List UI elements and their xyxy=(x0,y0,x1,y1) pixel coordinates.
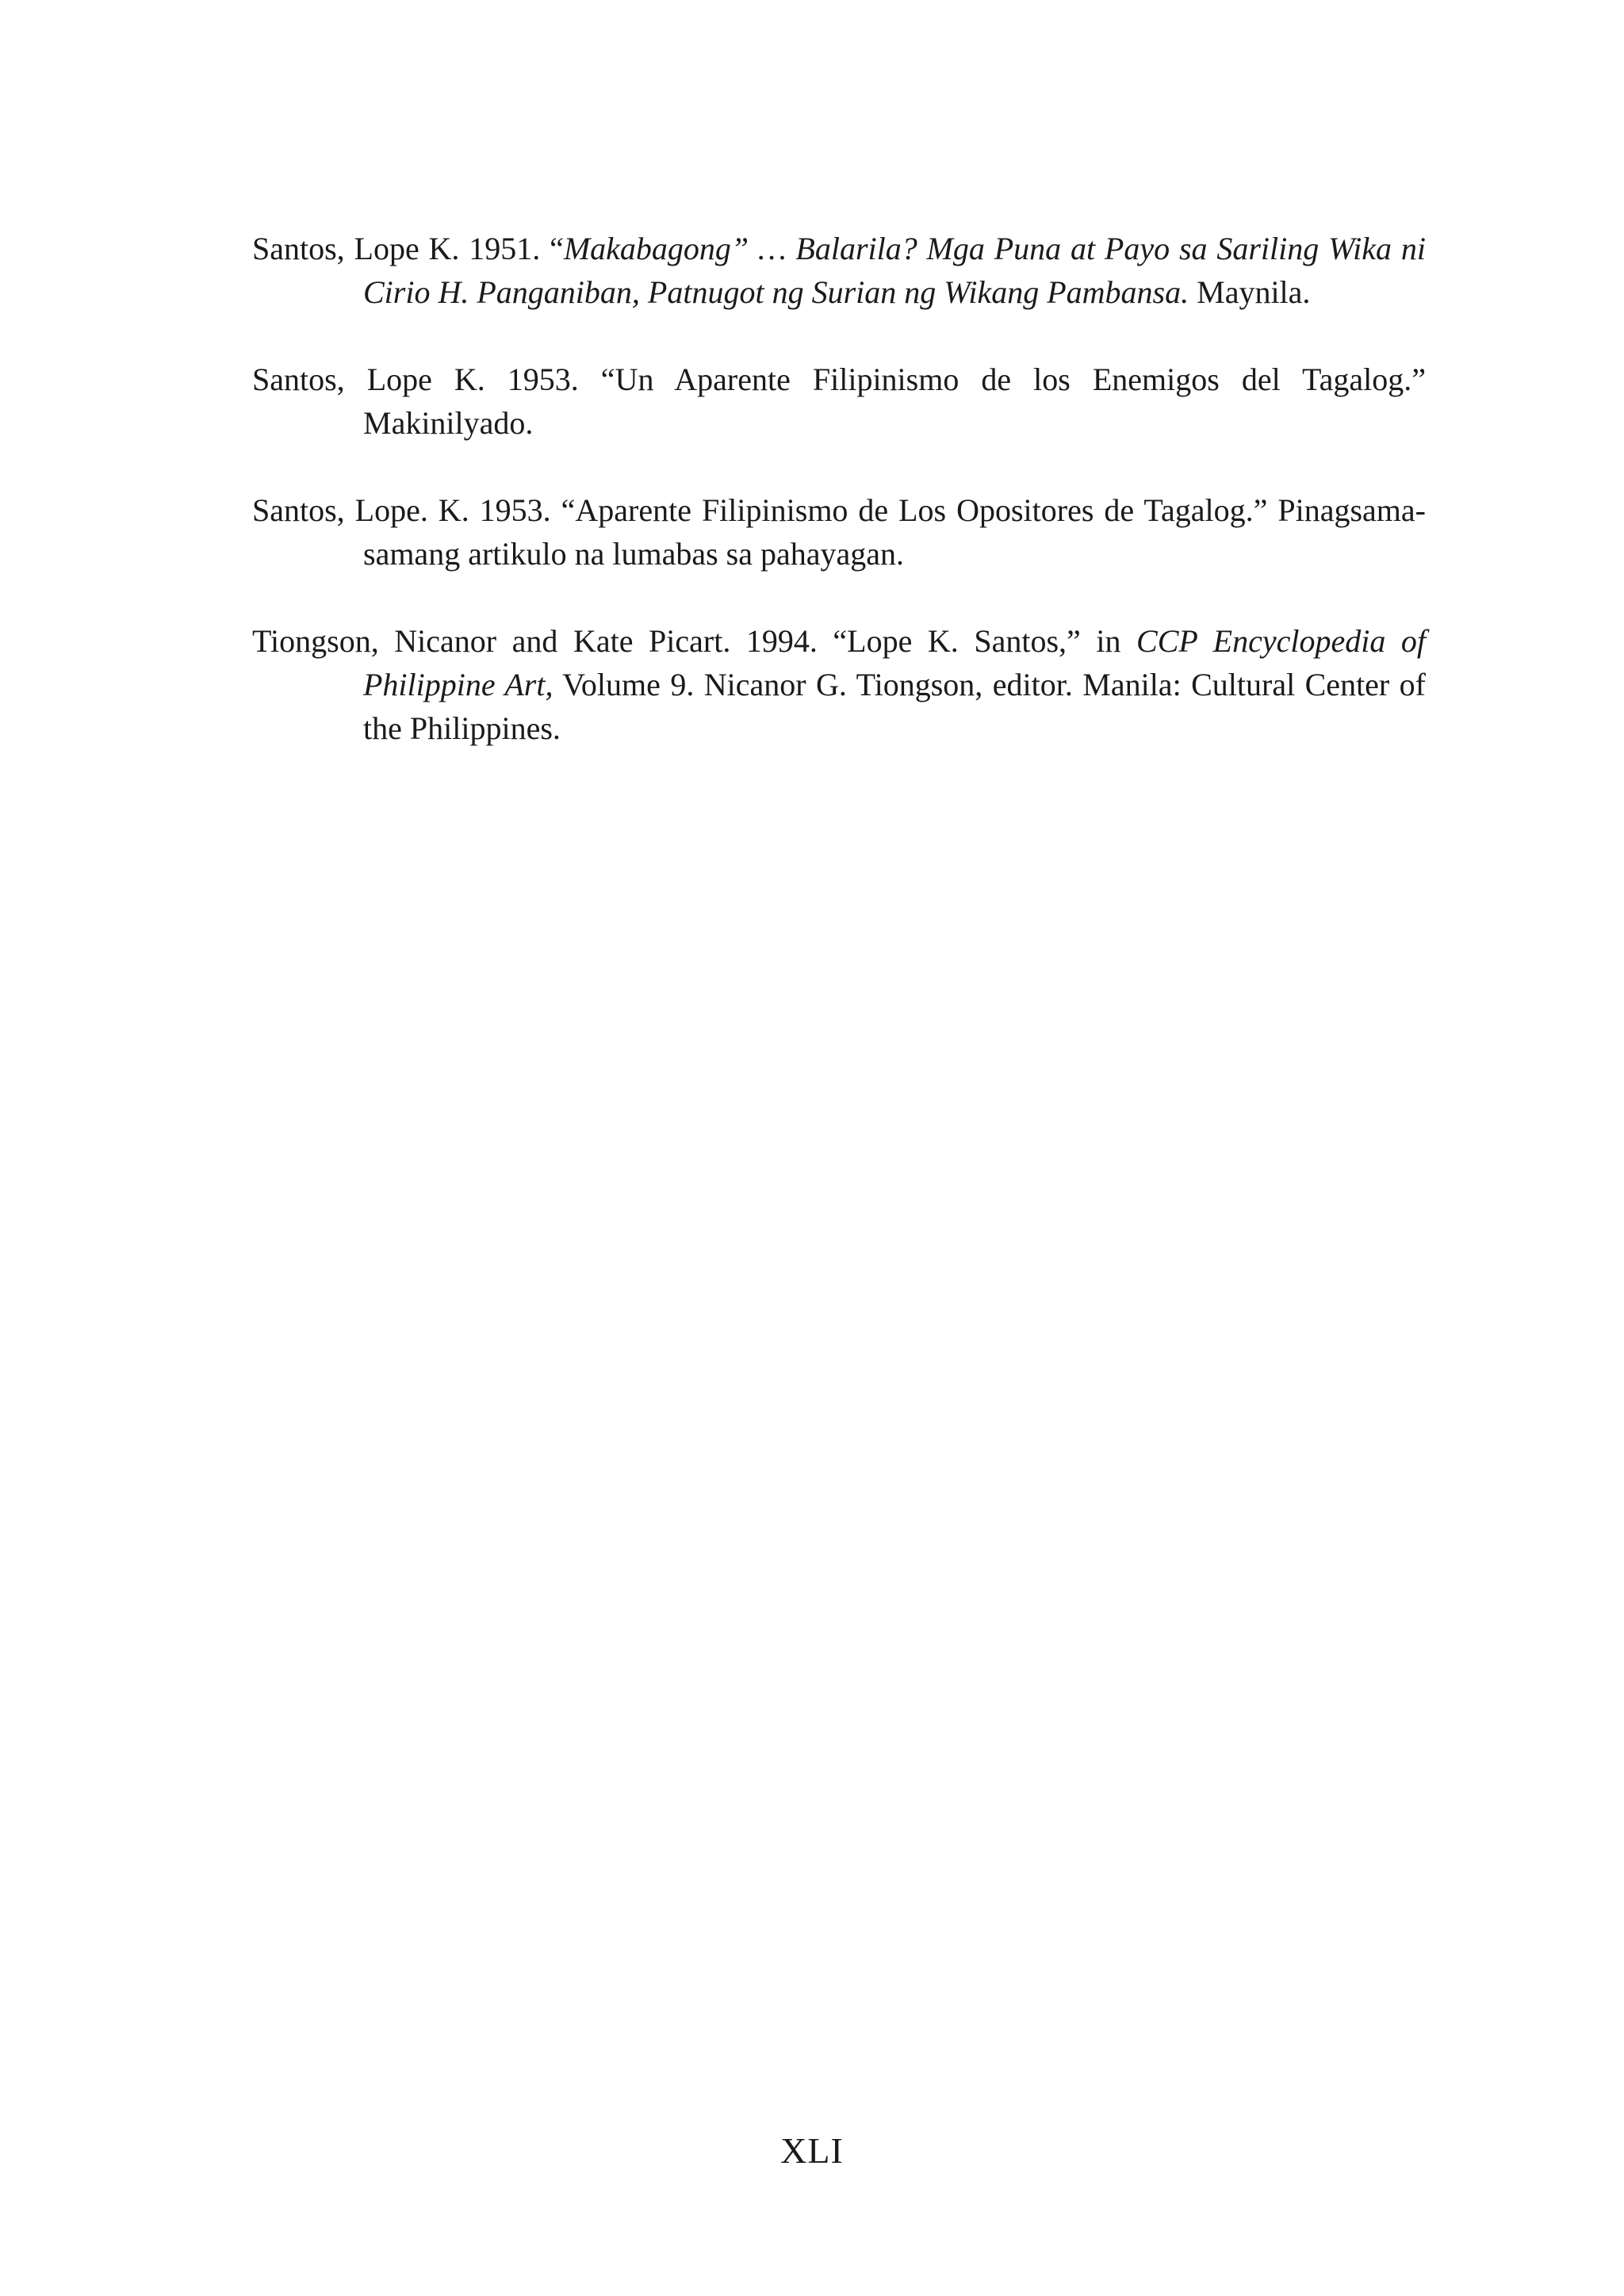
reference-list xyxy=(252,227,1426,794)
reference-entry-santos-1953b xyxy=(252,488,1426,576)
reference-entry-santos-1951 xyxy=(252,227,1426,314)
reference-text: Tiongson, Nicanor and Kate Picart. 1994. “Lope K. Santos,” in xyxy=(252,623,1137,659)
reference-title: Makabagong” … Balarila? Mga Puna at Payo sa Sariling Wika ni Cirio H. Panganiban, Patnugot ng Surian ng Wikang Pambansa. xyxy=(363,231,1426,310)
reference-text: Santos, Lope. K. 1953. “Aparente Filipinismo de Los Opositores de Tagalog.” Pinagsama-samang artikulo na lumabas sa pahayagan. xyxy=(252,492,1426,572)
reference-text: Santos, Lope K. 1951. “ xyxy=(252,231,564,266)
reference-entry-tiongson-1994 xyxy=(252,619,1426,750)
reference-text: Maynila. xyxy=(1189,274,1311,310)
reference-text: Santos, Lope K. 1953. “Un Aparente Filipinismo de los Enemigos del Tagalog.” Makinilyado. xyxy=(252,362,1426,441)
reference-title: CCP Encyclopedia of Philippine Art, xyxy=(363,623,1426,702)
reference-entry-santos-1953a xyxy=(252,358,1426,445)
page-number: XLI xyxy=(780,2130,844,2171)
reference-text: Volume 9. Nicanor G. Tiongson, editor. Manila: Cultural Center of the Philippines. xyxy=(363,667,1427,746)
